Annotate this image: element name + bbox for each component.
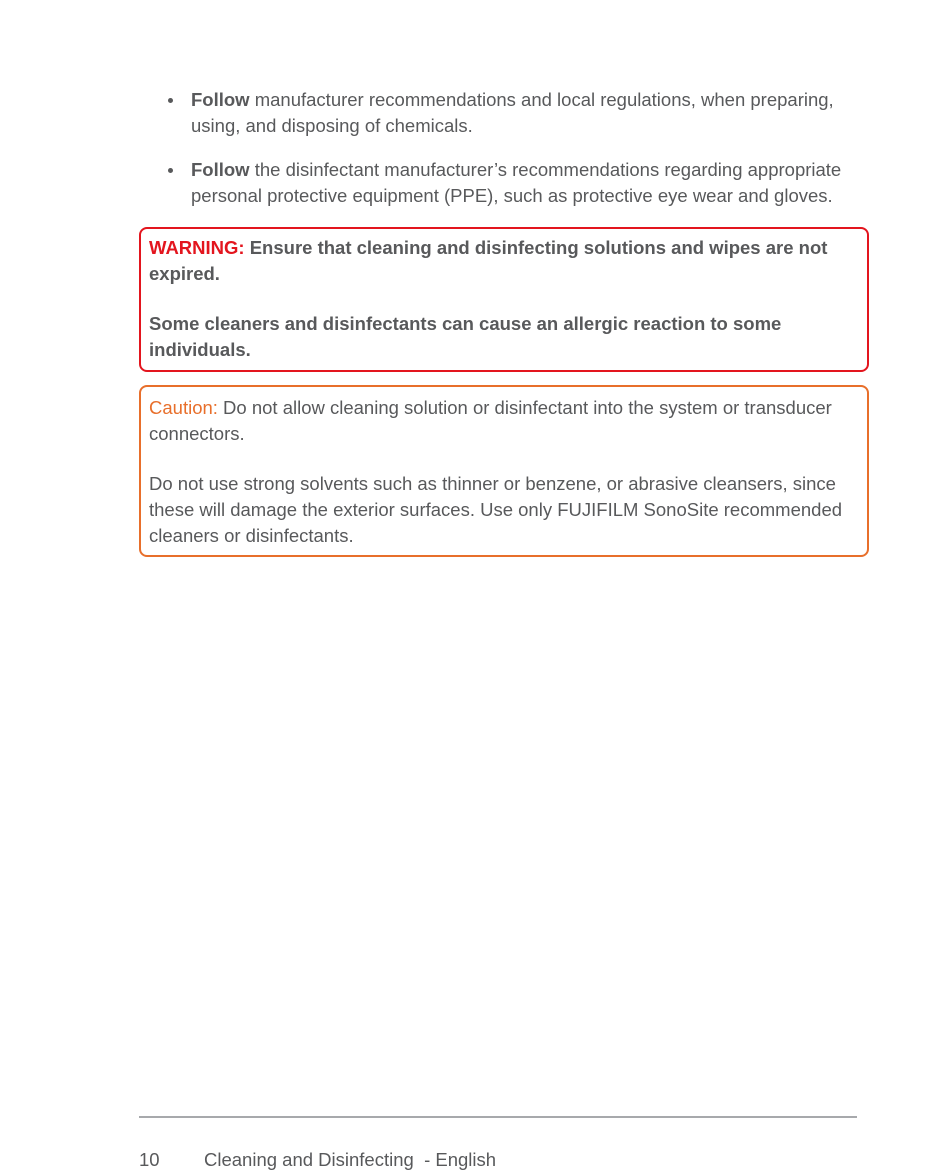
- bullet-dot: [168, 98, 173, 103]
- bullet-lead: Follow: [191, 89, 250, 110]
- bullet-item-follow-regulations: [168, 87, 878, 138]
- caution-label: Caution:: [149, 397, 218, 418]
- page-number: 10: [139, 1149, 160, 1170]
- caution-paragraph-1: [149, 395, 859, 447]
- warning-box: [139, 227, 869, 372]
- footer-rule: [139, 1116, 857, 1118]
- footer-title: Cleaning and Disinfecting - English: [204, 1149, 497, 1170]
- caution-paragraph-2: Do not use strong solvents such as thinner or benzene, or abrasive cleansers, since these will damage the exterior surfaces. Use only FUJIFILM SonoSite recommended cleaners or disinfectants.: [149, 473, 843, 546]
- bullet-lead: Follow: [191, 159, 250, 180]
- caution-box: [139, 385, 869, 557]
- bullet-item-follow-ppe: [168, 157, 878, 208]
- bullet-text: manufacturer recommendations and local regulations, when preparing, using, and disposing of chemicals.: [191, 89, 834, 136]
- caution-text-1: Do not allow cleaning solution or disinfectant into the system or transducer connectors.: [149, 397, 832, 444]
- warning-text-1: Ensure that cleaning and disinfecting solutions and wipes are not expired.: [149, 237, 828, 284]
- bullet-list: [168, 87, 878, 227]
- warning-paragraph-2: Some cleaners and disinfectants can cause an allergic reaction to some individuals.: [149, 313, 782, 360]
- warning-label: WARNING:: [149, 237, 245, 258]
- warning-paragraph-1: [149, 235, 859, 287]
- bullet-text: the disinfectant manufacturer’s recommendations regarding appropriate personal protective equipment (PPE), such as protective eye wear and gloves.: [191, 159, 842, 206]
- bullet-dot: [168, 168, 173, 173]
